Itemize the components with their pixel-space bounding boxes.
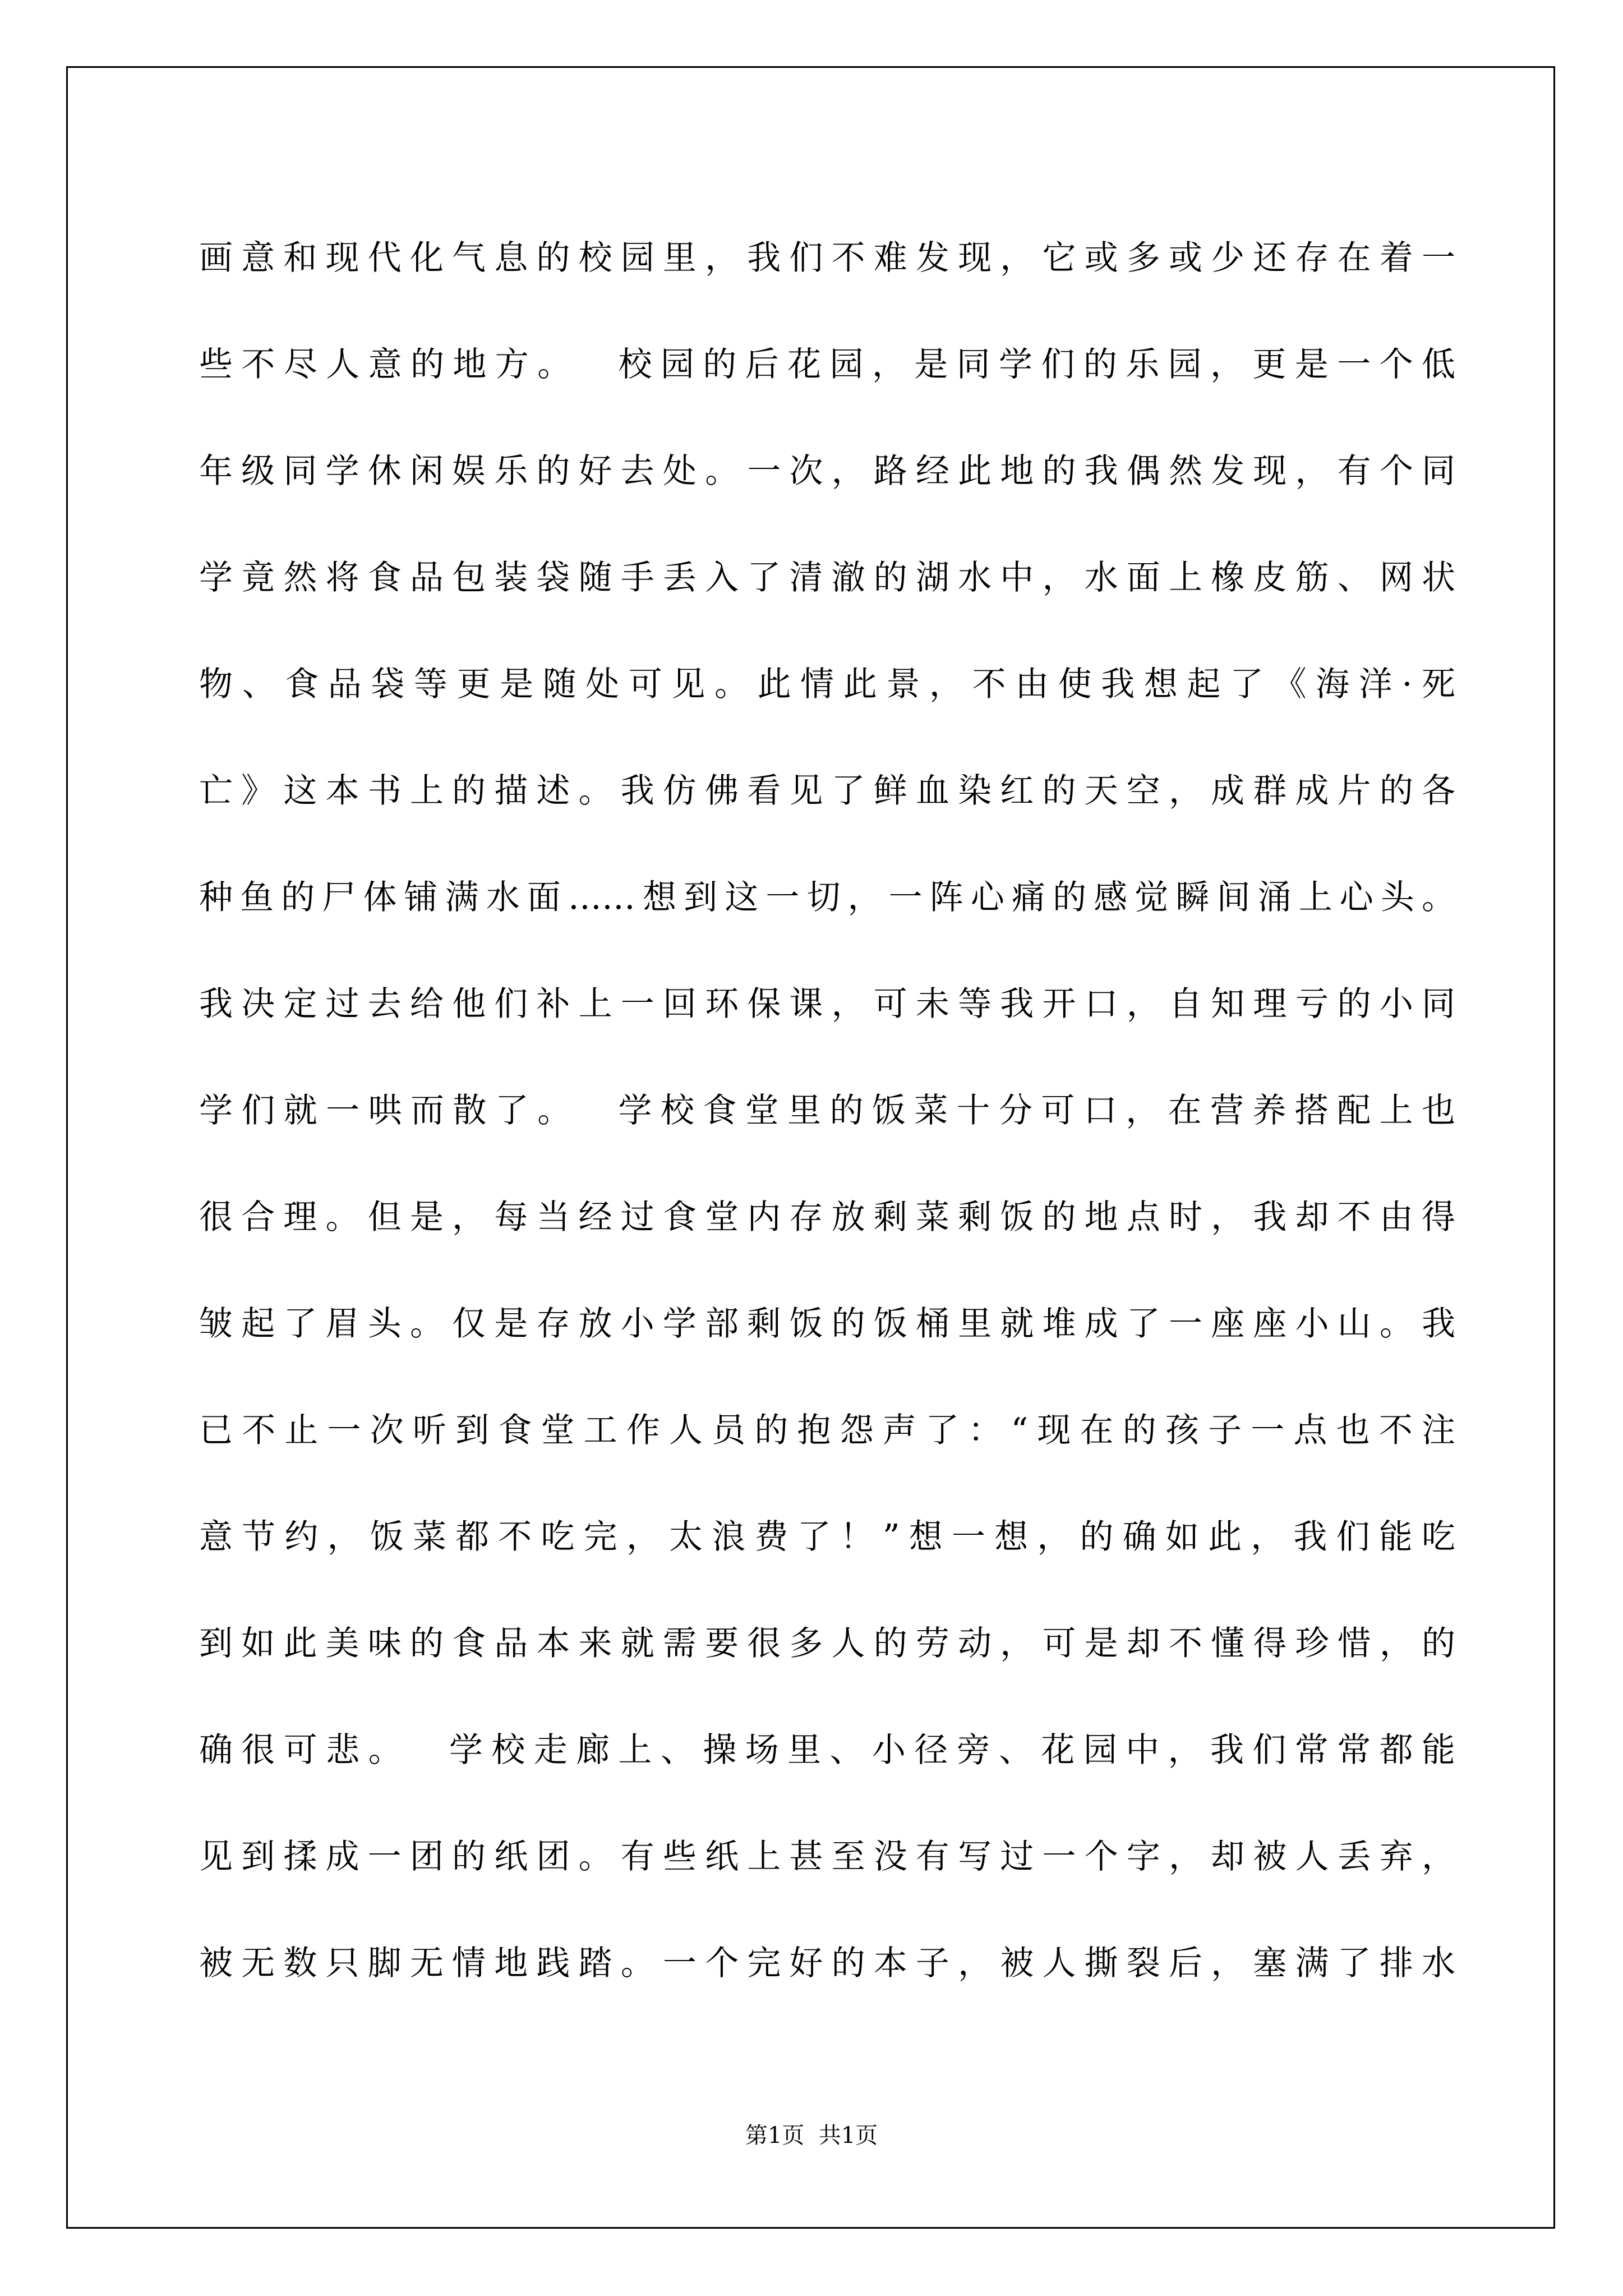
text-line-3: 年级同学休闲娱乐的好去处。一次，路经此地的我偶然发现，有个同 <box>199 452 1455 491</box>
text-line-5: 物、食品袋等更是随处可见。此情此景，不由使我想起了《海洋·死 <box>199 665 1455 704</box>
text-line-6: 亡》这本书上的描述。我仿佛看见了鲜血染红的天空，成群成片的各 <box>199 771 1455 811</box>
page-footer: 第1页 共1页 <box>745 2123 878 2148</box>
text-line-16: 见到揉成一团的纸团。有些纸上甚至没有写过一个字，却被人丢弃， <box>199 1837 1455 1876</box>
document-body <box>199 205 1455 2017</box>
text-line-12: 已不止一次听到食堂工作人员的抱怨声了：“现在的孩子一点也不注 <box>199 1411 1455 1450</box>
text-line-14: 到如此美味的食品本来就需要很多人的劳动，可是却不懂得珍惜，的 <box>199 1624 1455 1663</box>
text-line-8: 我决定过去给他们补上一回环保课，可未等我开口，自知理亏的小同 <box>199 984 1455 1024</box>
text-line-13: 意节约，饭菜都不吃完，太浪费了！”想一想，的确如此，我们能吃 <box>199 1517 1455 1557</box>
text-line-10: 很合理。但是，每当经过食堂内存放剩菜剩饭的地点时，我却不由得 <box>199 1198 1455 1237</box>
text-line-11: 皱起了眉头。仅是存放小学部剩饭的饭桶里就堆成了一座座小山。我 <box>199 1304 1455 1343</box>
text-line-9: 学们就一哄而散了。 学校食堂里的饭菜十分可口，在营养搭配上也 <box>199 1091 1455 1130</box>
text-line-2: 些不尽人意的地方。 校园的后花园，是同学们的乐园，更是一个低 <box>199 345 1455 384</box>
text-line-1: 画意和现代化气息的校园里，我们不难发现，它或多或少还存在着一 <box>199 238 1455 278</box>
text-line-7: 种鱼的尸体铺满水面……想到这一切，一阵心痛的感觉瞬间涌上心头。 <box>199 878 1455 917</box>
text-line-15: 确很可悲。 学校走廊上、操场里、小径旁、花园中，我们常常都能 <box>199 1731 1455 1770</box>
text-line-17: 被无数只脚无情地践踏。一个完好的本子，被人撕裂后，塞满了排水 <box>199 1944 1455 1983</box>
text-line-4: 学竟然将食品包装袋随手丢入了清澈的湖水中，水面上橡皮筋、网状 <box>199 558 1455 597</box>
